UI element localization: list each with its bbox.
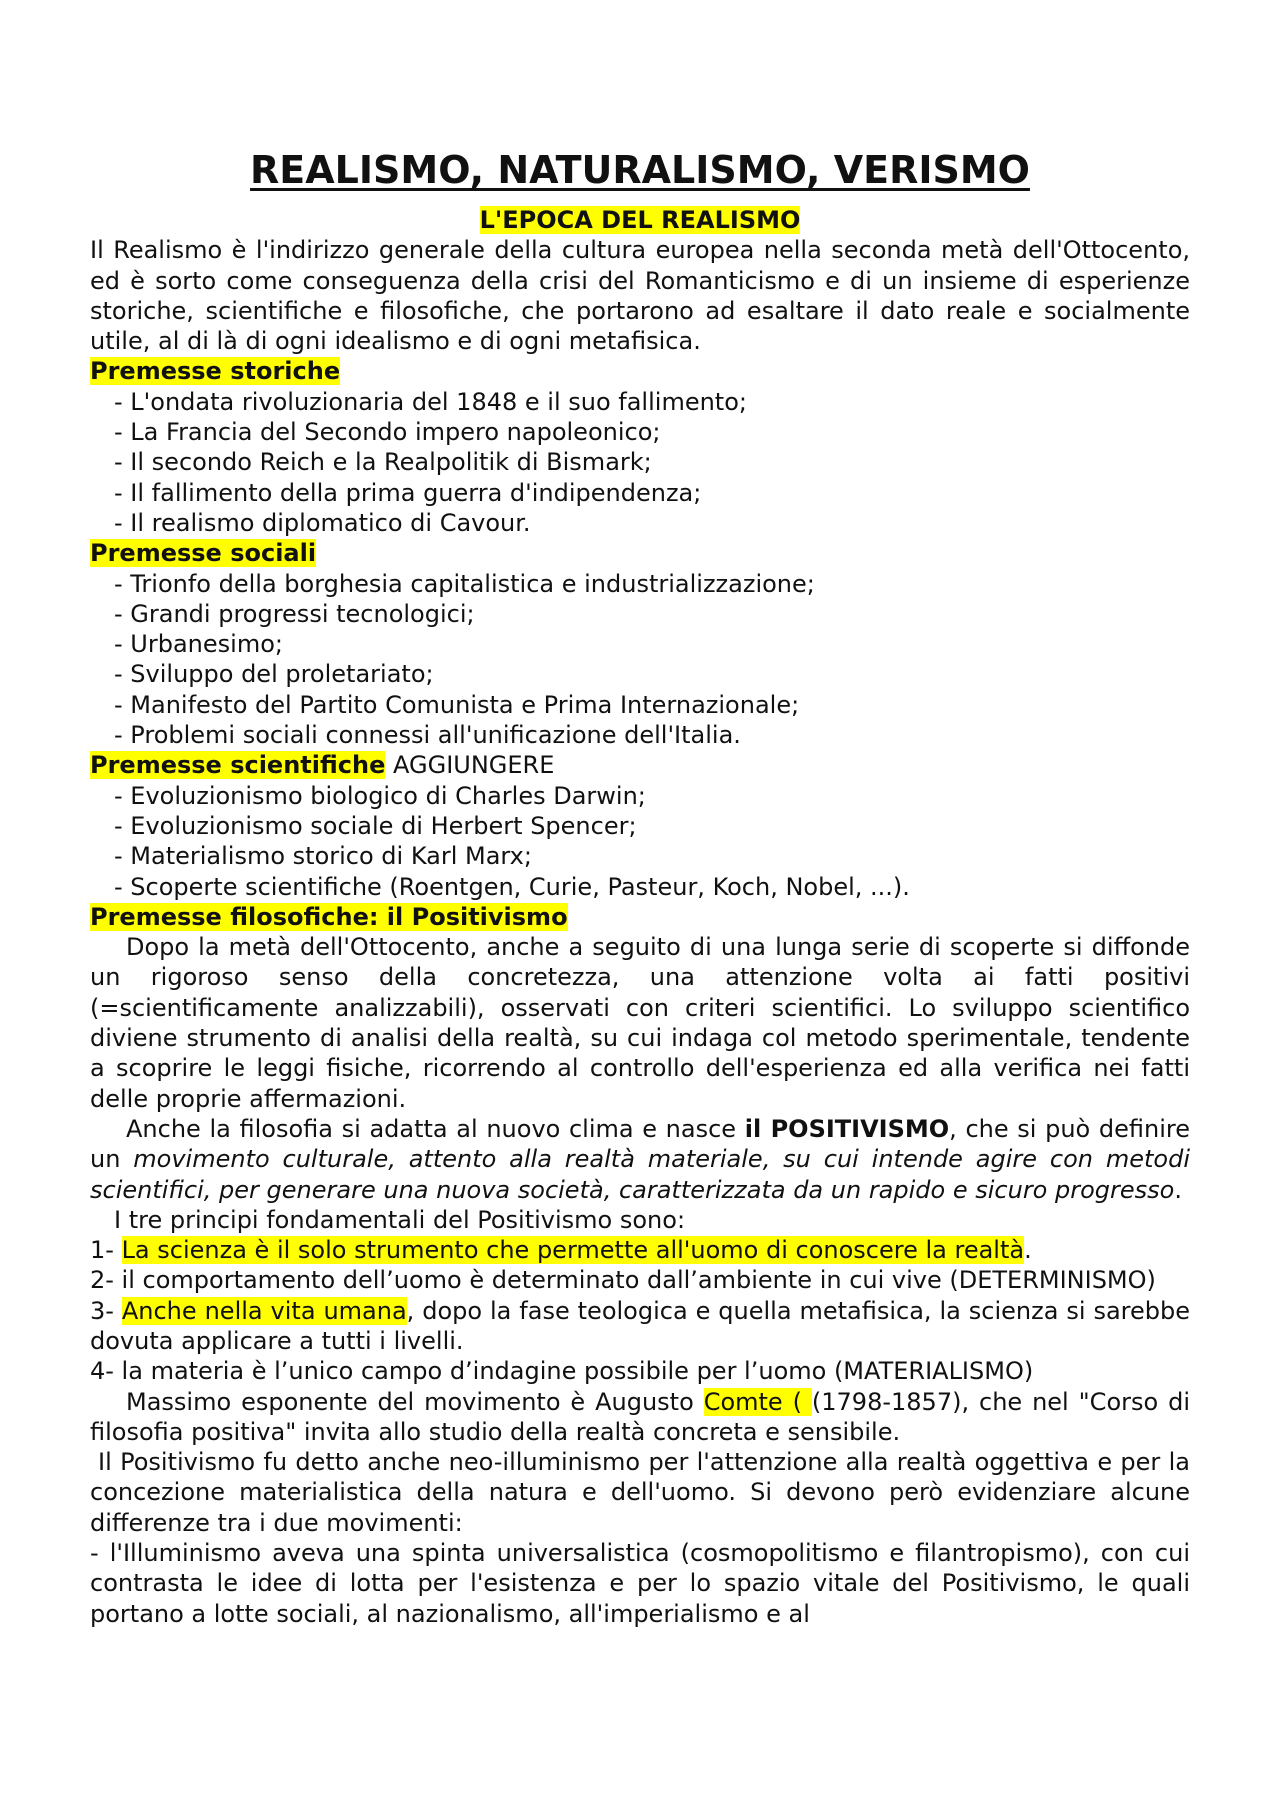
list-item: - Sviluppo del proletariato; <box>114 659 1190 689</box>
list-item: - Problemi sociali connessi all'unificazione dell'Italia. <box>114 720 1190 750</box>
heading-premesse-sociali-text: Premesse sociali <box>90 539 317 568</box>
principio-3-highlight: Anche nella vita umana <box>121 1296 407 1325</box>
heading-note: AGGIUNGERE <box>385 751 555 780</box>
heading-premesse-filosofiche-text: Premesse filosofiche: il Positivismo <box>90 902 568 931</box>
text-run: Massimo esponente del movimento è Augusto <box>126 1387 704 1416</box>
heading-premesse-scientifiche-text: Premesse scientifiche <box>90 751 386 780</box>
list-premesse-storiche <box>90 387 1190 538</box>
heading-premesse-filosofiche <box>90 902 1190 932</box>
principio-2: 2- il comportamento dell’uomo è determinato dall’ambiente in cui vive (DETERMINISMO) <box>90 1266 1156 1295</box>
subtitle-highlight: L'EPOCA DEL REALISMO <box>479 206 801 234</box>
list-item: - La Francia del Secondo impero napoleonico; <box>114 417 1190 447</box>
text-run: , che si può definire un <box>90 1114 1190 1174</box>
principio-number: 1- <box>90 1236 122 1265</box>
list-item: - Trionfo della borghesia capitalistica e industrializzazione; <box>114 569 1190 599</box>
list-item: - Urbanesimo; <box>114 629 1190 659</box>
section-subtitle <box>90 205 1190 235</box>
list-item: - Grandi progressi tecnologici; <box>114 599 1190 629</box>
heading-premesse-scientifiche <box>90 750 1190 780</box>
principio-1 <box>90 1235 1190 1265</box>
principio-1-highlight: La scienza è il solo strumento che permette all'uomo di conoscere la realtà <box>121 1236 1025 1265</box>
list-item: - Evoluzionismo biologico di Charles Darwin; <box>114 781 1190 811</box>
list-item: - Scoperte scientifiche (Roentgen, Curie, Pasteur, Koch, Nobel, ...). <box>114 872 1190 902</box>
document-title: REALISMO, NATURALISMO, VERISMO <box>250 148 1030 192</box>
text-run: , dopo la fase teologica e quella metafisica, la scienza si sarebbe dovuta applicare a tutti i livelli. <box>90 1296 1190 1355</box>
list-item: - Il realismo diplomatico di Cavour. <box>114 508 1190 538</box>
text-run: (1798-1857), che nel "Corso di filosofia positiva" invita allo studio della realtà concreta e sensibile. <box>90 1387 1190 1446</box>
text-run: . <box>1174 1175 1182 1204</box>
heading-premesse-storiche-text: Premesse storiche <box>90 357 341 386</box>
principio-3 <box>90 1296 1190 1357</box>
list-item: - Manifesto del Partito Comunista e Prima Internazionale; <box>114 690 1190 720</box>
list-premesse-sociali <box>90 569 1190 751</box>
list-item: - Materialismo storico di Karl Marx; <box>114 841 1190 871</box>
text-run: . <box>1024 1236 1032 1265</box>
paragraph-positivismo-2 <box>90 1114 1190 1205</box>
list-item: - Il fallimento della prima guerra d'indipendenza; <box>114 478 1190 508</box>
heading-premesse-storiche <box>90 356 1190 386</box>
paragraph-neo-illuminismo: Il Positivismo fu detto anche neo-illuminismo per l'attenzione alla realtà oggettiva e per la concezione materialistica della natura e dell'uomo. Si devono però evidenziare alcune differenze tra i due movimenti: <box>90 1448 1190 1537</box>
list-item: - L'ondata rivoluzionaria del 1848 e il suo fallimento; <box>114 387 1190 417</box>
document-page <box>90 145 1190 1629</box>
principio-4: 4- la materia è l’unico campo d’indagine possibile per l’uomo (MATERIALISMO) <box>90 1357 1034 1386</box>
intro-paragraph: Il Realismo è l'indirizzo generale della cultura europea nella seconda metà dell'Ottocento, ed è sorto come conseguenza della crisi del Romanticismo e di un insieme di esperienze storiche, scientifiche e filosofiche, che portarono ad esaltare il dato reale e socialmente utile, al di là di ogni idealismo e di ogni metafisica. <box>90 236 1190 356</box>
principi-intro: I tre principi fondamentali del Positivismo sono: <box>114 1205 686 1234</box>
term-positivismo: il POSITIVISMO <box>744 1114 950 1143</box>
list-item: - Evoluzionismo sociale di Herbert Spencer; <box>114 811 1190 841</box>
paragraph-differenze: - l'Illuminismo aveva una spinta universalistica (cosmopolitismo e filantropismo), con cui contrasta le idee di lotta per l'esistenza e per lo spazio vitale del Positivismo, le quali portano a lotte sociali, al nazionalismo, all'imperialismo e al <box>90 1539 1190 1628</box>
paragraph-positivismo-1: Dopo la metà dell'Ottocento, anche a seguito di una lunga serie di scoperte si diffonde un rigoroso senso della concretezza, una attenzione volta ai fatti positivi (=scientificamente analizzabili), osservati con criteri scientifici. Lo sviluppo scientifico diviene strumento di analisi della realtà, su cui indaga col metodo sperimentale, tendente a scoprire le leggi fisiche, ricorrendo al controllo dell'esperienza ed alla verifica nei fatti delle proprie affermazioni. <box>90 933 1190 1113</box>
heading-premesse-sociali <box>90 538 1190 568</box>
list-item: - Il secondo Reich e la Realpolitik di Bismark; <box>114 447 1190 477</box>
definition-italic: movimento culturale, attento alla realtà materiale, su cui intende agire con metodi scientifici, per generare una nuova società, caratterizzata da un rapido e sicuro progresso <box>90 1145 1190 1204</box>
principio-number: 3- <box>90 1296 122 1325</box>
comte-highlight: Comte ( <box>703 1387 812 1416</box>
text-run: Anche la filosofia si adatta al nuovo clima e nasce <box>126 1114 745 1143</box>
list-premesse-scientifiche <box>90 781 1190 902</box>
paragraph-comte <box>90 1387 1190 1448</box>
